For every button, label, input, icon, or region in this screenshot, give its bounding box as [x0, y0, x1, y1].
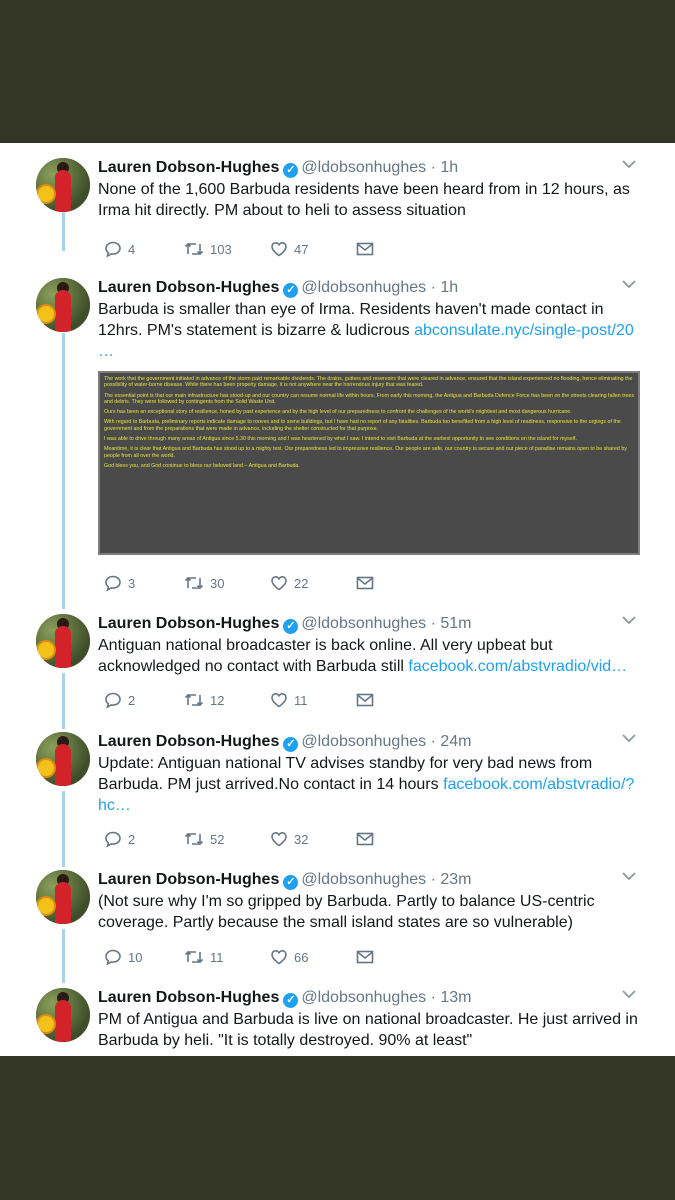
like-count: 32: [294, 831, 309, 847]
statement-paragraph: The essential point is that our main infrastructure has stood-up and our country can resume normal life within hours. From early this morning, the Antigua and Barbuda Defence Force has been on the streets clearing fallen trees and debris. They were followed by contingents from the Solid Waste Unit.: [104, 392, 634, 405]
like-count: 47: [294, 241, 309, 257]
direct-message-button[interactable]: [356, 238, 374, 260]
author-handle[interactable]: @ldobsonhughes: [301, 279, 427, 296]
verified-badge-icon: ✓: [283, 737, 298, 752]
thread-connector: [62, 791, 65, 867]
like-button[interactable]: [270, 238, 308, 260]
statement-paragraph: With regard to Barbuda, preliminary reports indicate damage to rooves and to some buildings, but I have had no report of any fatalities. Barbuda too benefited from a high level of readiness, responsive to the urgings of the government and from the preparations that were made in advance, including the shelter constructed for that purpose.: [104, 419, 621, 432]
reply-button[interactable]: [104, 689, 135, 711]
author-name[interactable]: Lauren Dobson-Hughes: [98, 733, 280, 750]
thread-connector: [62, 333, 65, 609]
author-name[interactable]: Lauren Dobson-Hughes: [98, 989, 280, 1006]
author-name[interactable]: Lauren Dobson-Hughes: [98, 159, 280, 176]
heart-icon: [270, 830, 288, 848]
tweet-link[interactable]: facebook.com/abstvradio/vid…: [408, 658, 628, 675]
retweet-count: 12: [210, 692, 225, 708]
separator: ·: [430, 159, 436, 176]
statement-paragraph: God bless you, and God continue to bless our beloved land – Antigua and Barbuda.: [104, 462, 300, 469]
tweet-header: [98, 158, 458, 178]
envelope-icon: [356, 691, 374, 709]
tweet-header: [98, 614, 471, 634]
author-name[interactable]: Lauren Dobson-Hughes: [98, 871, 280, 888]
retweet-icon: [184, 574, 204, 592]
author-name[interactable]: Lauren Dobson-Hughes: [98, 615, 280, 632]
retweet-count: 30: [210, 575, 225, 591]
tweet-actions: [98, 946, 498, 968]
heart-icon: [270, 240, 288, 258]
author-handle[interactable]: @ldobsonhughes: [301, 615, 427, 632]
chevron-down-icon[interactable]: [621, 156, 637, 172]
tweet-actions: [98, 572, 498, 594]
tweet-header: [98, 988, 471, 1008]
reply-count: 4: [128, 241, 136, 257]
tweet-header: [98, 278, 458, 298]
timestamp[interactable]: 24m: [440, 733, 472, 750]
chevron-down-icon[interactable]: [621, 612, 637, 628]
thread-connector: [62, 673, 65, 729]
envelope-icon: [356, 948, 374, 966]
author-handle[interactable]: @ldobsonhughes: [301, 871, 427, 888]
separator: ·: [430, 279, 436, 296]
separator: ·: [430, 615, 436, 632]
heart-icon: [270, 691, 288, 709]
author-handle[interactable]: @ldobsonhughes: [301, 733, 427, 750]
retweet-button[interactable]: [184, 572, 224, 594]
avatar[interactable]: [36, 614, 90, 668]
like-button[interactable]: [270, 946, 308, 968]
timestamp[interactable]: 51m: [440, 615, 472, 632]
verified-badge-icon: ✓: [283, 993, 298, 1008]
timestamp[interactable]: 1h: [440, 279, 459, 296]
verified-badge-icon: ✓: [283, 875, 298, 890]
reply-icon: [104, 830, 122, 848]
reply-count: 2: [128, 831, 136, 847]
statement-paragraph: The work that the government initiated in advance of the storm paid remarkable dividends. The drains, gutters and reservoirs that were cleared in advance, ensured that the island experienced no flooding, hence eliminating the possibility of water-borne disease. While there has been property damage, it is not anywhere near the horrendous injury that was feared.: [104, 376, 633, 389]
tweet-text: Update: Antiguan national TV advises standby for very bad news from Barbuda. PM just arrived.No contact in 14 hours facebook.com/abstvradio/?hc…: [98, 755, 635, 814]
retweet-count: 103: [210, 241, 232, 257]
avatar[interactable]: [36, 732, 90, 786]
envelope-icon: [356, 574, 374, 592]
retweet-count: 52: [210, 831, 225, 847]
reply-button[interactable]: [104, 828, 135, 850]
tweet-actions: [98, 689, 498, 711]
retweet-icon: [184, 691, 204, 709]
retweet-button[interactable]: [184, 828, 224, 850]
statement-paragraph: Meantime, it is clear that Antigua and Barbuda has stood up to a mighty test. Our preparedness led to impressive resilience. Our people are safe, our country is secure and our piece of paradise remains open to be shared by people from all over the world.: [104, 446, 627, 459]
tweet-link[interactable]: facebook.com/abstvradio/?hc…: [98, 776, 635, 814]
retweet-button[interactable]: [184, 238, 232, 260]
chevron-down-icon[interactable]: [621, 730, 637, 746]
tweet-thread-panel: [0, 143, 675, 1056]
tweet-header: [98, 732, 471, 752]
retweet-icon: [184, 948, 204, 966]
direct-message-button[interactable]: [356, 828, 374, 850]
verified-badge-icon: ✓: [283, 283, 298, 298]
reply-icon: [104, 240, 122, 258]
separator: ·: [430, 871, 436, 888]
verified-badge-icon: ✓: [283, 163, 298, 178]
timestamp[interactable]: 1h: [440, 159, 459, 176]
tweet-text: Barbuda is smaller than eye of Irma. Residents haven't made contact in 12hrs. PM's statement is bizarre & ludicrous abconsulate.nyc/single-post/20 …: [98, 301, 634, 360]
author-handle[interactable]: @ldobsonhughes: [301, 159, 427, 176]
avatar[interactable]: [36, 158, 90, 212]
reply-icon: [104, 691, 122, 709]
tweet-text: (Not sure why I'm so gripped by Barbuda. Partly to balance US-centric coverage. Partly because the small island states are so vulnerable): [98, 893, 595, 931]
retweet-button[interactable]: [184, 946, 224, 968]
tweet-text: PM of Antigua and Barbuda is live on national broadcaster. He just arrived in Barbuda by heli. "It is totally destroyed. 90% at least": [98, 1011, 638, 1049]
author-handle[interactable]: @ldobsonhughes: [301, 989, 427, 1006]
separator: ·: [430, 733, 436, 750]
timestamp[interactable]: 23m: [440, 871, 472, 888]
like-button[interactable]: [270, 572, 308, 594]
reply-count: 10: [128, 949, 143, 965]
heart-icon: [270, 948, 288, 966]
reply-button[interactable]: [104, 946, 142, 968]
like-button[interactable]: [270, 828, 308, 850]
tweet-link[interactable]: abconsulate.nyc/single-post/20 …: [98, 322, 634, 360]
reply-button[interactable]: [104, 572, 135, 594]
reply-count: 2: [128, 692, 136, 708]
chevron-down-icon[interactable]: [621, 276, 637, 292]
separator: ·: [430, 989, 436, 1006]
thread-connector: [62, 929, 65, 983]
direct-message-button[interactable]: [356, 572, 374, 594]
tweet-text: None of the 1,600 Barbuda residents have been heard from in 12 hours, as Irma hit directly. PM about to heli to assess situation: [98, 181, 630, 219]
like-count: 66: [294, 949, 309, 965]
avatar[interactable]: [36, 278, 90, 332]
retweet-button[interactable]: [184, 689, 224, 711]
like-count: 22: [294, 575, 309, 591]
like-count: 11: [294, 692, 308, 708]
tweet-text: Antiguan national broadcaster is back online. All very upbeat but acknowledged no contact with Barbuda still facebook.com/abstvradio/vid…: [98, 637, 628, 675]
reply-count: 3: [128, 575, 136, 591]
timestamp[interactable]: 13m: [440, 989, 472, 1006]
envelope-icon: [356, 240, 374, 258]
reply-icon: [104, 948, 122, 966]
envelope-icon: [356, 830, 374, 848]
tweet-header: [98, 870, 471, 890]
author-name[interactable]: Lauren Dobson-Hughes: [98, 279, 280, 296]
reply-icon: [104, 574, 122, 592]
retweet-icon: [184, 830, 204, 848]
retweet-count: 11: [210, 949, 224, 965]
chevron-down-icon[interactable]: [621, 868, 637, 884]
statement-paragraph: I was able to drive through many areas of Antigua since 5.30 this morning and I was heartened by what I saw. I intend to visit Barbuda at the earliest opportunity to see conditions on the island for myself.: [104, 436, 577, 443]
thread-connector: [62, 209, 65, 251]
heart-icon: [270, 574, 288, 592]
statement-image[interactable]: [98, 371, 640, 555]
tweet-actions: [98, 238, 498, 260]
tweet-actions: [98, 828, 498, 850]
avatar[interactable]: [36, 870, 90, 924]
direct-message-button[interactable]: [356, 689, 374, 711]
like-button[interactable]: [270, 689, 308, 711]
verified-badge-icon: ✓: [283, 619, 298, 634]
reply-button[interactable]: [104, 238, 135, 260]
statement-paragraph: Ours has been an exceptional story of resilience, honed by past experience and by the high level of our preparedness to confront the challenges of the world's mightiest and most dangerous hurricane.: [104, 409, 572, 416]
direct-message-button[interactable]: [356, 946, 374, 968]
retweet-icon: [184, 240, 204, 258]
chevron-down-icon[interactable]: [621, 986, 637, 1002]
avatar[interactable]: [36, 988, 90, 1042]
